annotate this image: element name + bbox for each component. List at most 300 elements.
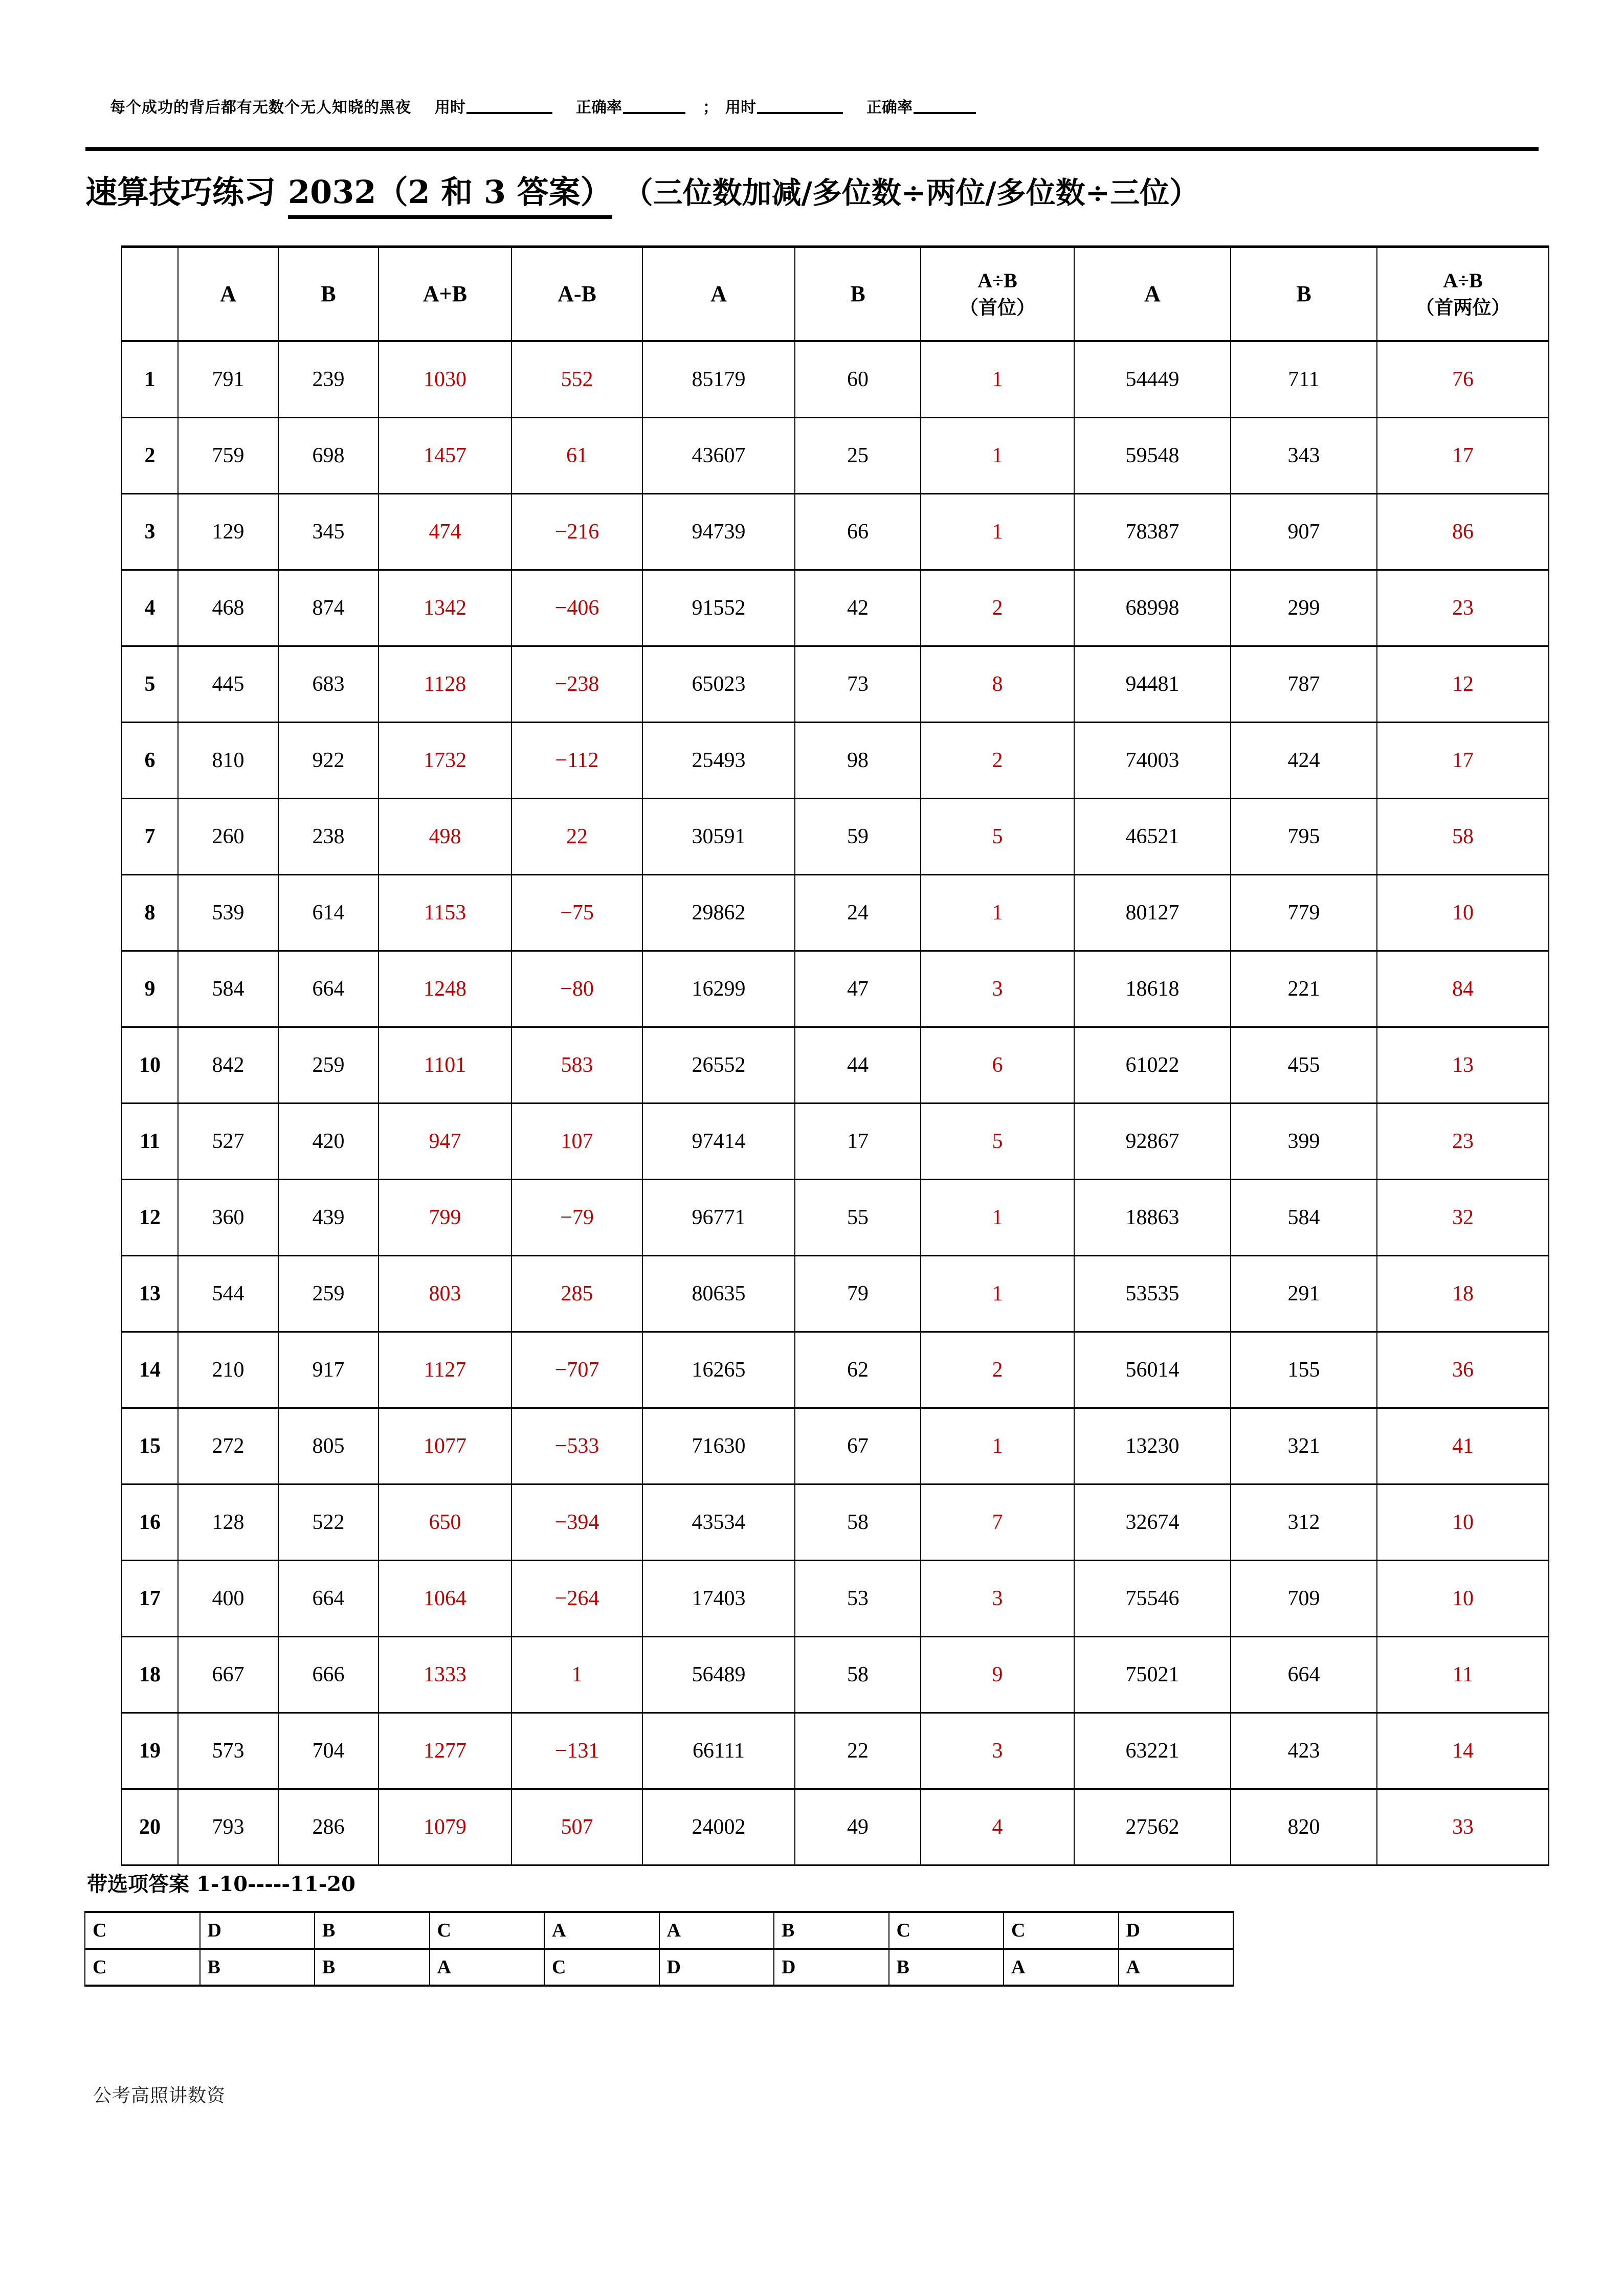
- cell-a2: 56489: [642, 1637, 795, 1713]
- cell-a2: 43534: [642, 1484, 795, 1561]
- cell-b2: 22: [795, 1713, 921, 1789]
- cell-b1: 922: [278, 723, 379, 799]
- cell-a2: 29862: [642, 875, 795, 951]
- cell-q2: 41: [1377, 1408, 1549, 1484]
- cell-b1: 286: [278, 1789, 379, 1865]
- choice-cell: C: [1004, 1912, 1119, 1949]
- cell-b3: 155: [1231, 1332, 1377, 1408]
- cell-dif: −238: [511, 646, 642, 723]
- cell-a1: 468: [178, 570, 278, 646]
- cell-q2: 58: [1377, 799, 1549, 875]
- cell-b3: 221: [1231, 951, 1377, 1027]
- column-header-dif: A-B: [511, 247, 642, 342]
- cell-q2: 86: [1377, 494, 1549, 570]
- cell-b1: 259: [278, 1256, 379, 1332]
- cell-b3: 291: [1231, 1256, 1377, 1332]
- cell-sum: 1277: [379, 1713, 511, 1789]
- cell-q1: 3: [921, 1561, 1074, 1637]
- choice-cell: D: [774, 1949, 889, 1986]
- practice-table: [121, 245, 1549, 1866]
- cell-b1: 698: [278, 418, 379, 494]
- cell-b2: 58: [795, 1637, 921, 1713]
- cell-b3: 343: [1231, 418, 1377, 494]
- cell-q2: 12: [1377, 646, 1549, 723]
- cell-sum: 1333: [379, 1637, 511, 1713]
- header-divider: [85, 147, 1539, 151]
- cell-b2: 66: [795, 494, 921, 570]
- accuracy-blank-1: [623, 111, 685, 114]
- column-header-sublabel: （首两位）: [1415, 297, 1510, 319]
- cell-a2: 16299: [642, 951, 795, 1027]
- cell-a3: 53535: [1074, 1256, 1231, 1332]
- cell-q1: 1: [921, 1256, 1074, 1332]
- cell-q2: 36: [1377, 1332, 1549, 1408]
- cell-b1: 614: [278, 875, 379, 951]
- cell-q1: 5: [921, 1104, 1074, 1180]
- choices-label: 带选项答案 1-10-----11-20: [87, 1872, 355, 1896]
- cell-q2: 11: [1377, 1637, 1549, 1713]
- cell-b1: 704: [278, 1713, 379, 1789]
- cell-b3: 664: [1231, 1637, 1377, 1713]
- cell-dif: −112: [511, 723, 642, 799]
- cell-b3: 299: [1231, 570, 1377, 646]
- choice-cell: B: [315, 1912, 430, 1949]
- cell-b2: 47: [795, 951, 921, 1027]
- cell-sum: 650: [379, 1484, 511, 1561]
- cell-dif: 107: [511, 1104, 642, 1180]
- footer-watermark: 公考高照讲数资: [93, 2085, 226, 2106]
- cell-b2: 67: [795, 1408, 921, 1484]
- cell-dif: −79: [511, 1180, 642, 1256]
- cell-sum: 498: [379, 799, 511, 875]
- cell-sum: 1153: [379, 875, 511, 951]
- cell-b3: 711: [1231, 341, 1377, 418]
- cell-q2: 13: [1377, 1027, 1549, 1104]
- cell-a2: 43607: [642, 418, 795, 494]
- cell-idx: 17: [122, 1561, 178, 1637]
- choice-cell: A: [659, 1912, 774, 1949]
- cell-sum: 1077: [379, 1408, 511, 1484]
- choice-cell: B: [889, 1949, 1004, 1986]
- cell-b2: 79: [795, 1256, 921, 1332]
- cell-q2: 10: [1377, 1484, 1549, 1561]
- cell-q1: 9: [921, 1637, 1074, 1713]
- cell-b3: 321: [1231, 1408, 1377, 1484]
- cell-q1: 1: [921, 1180, 1074, 1256]
- cell-a1: 810: [178, 723, 278, 799]
- cell-q2: 17: [1377, 723, 1549, 799]
- choice-cell: A: [544, 1912, 659, 1949]
- cell-b1: 439: [278, 1180, 379, 1256]
- choice-cell: A: [1119, 1949, 1234, 1986]
- cell-b1: 664: [278, 1561, 379, 1637]
- time-blank-2: [757, 111, 843, 114]
- choices-table-body: [85, 1912, 1233, 1986]
- cell-q1: 2: [921, 723, 1074, 799]
- cell-a1: 793: [178, 1789, 278, 1865]
- cell-a2: 16265: [642, 1332, 795, 1408]
- cell-b1: 917: [278, 1332, 379, 1408]
- column-header-b1: B: [278, 247, 379, 342]
- cell-a1: 445: [178, 646, 278, 723]
- cell-a1: 210: [178, 1332, 278, 1408]
- cell-q1: 2: [921, 570, 1074, 646]
- running-header: [110, 100, 1514, 140]
- cell-b2: 58: [795, 1484, 921, 1561]
- cell-a1: 360: [178, 1180, 278, 1256]
- column-header-b3: B: [1231, 247, 1377, 342]
- cell-sum: 1101: [379, 1027, 511, 1104]
- choice-cell: D: [659, 1949, 774, 1986]
- cell-dif: −394: [511, 1484, 642, 1561]
- cell-sum: 1342: [379, 570, 511, 646]
- cell-a2: 94739: [642, 494, 795, 570]
- cell-a3: 18618: [1074, 951, 1231, 1027]
- cell-a3: 63221: [1074, 1713, 1231, 1789]
- motto-text: 每个成功的背后都有无数个无人知晓的黑夜: [110, 99, 411, 116]
- cell-idx: 3: [122, 494, 178, 570]
- cell-a3: 75021: [1074, 1637, 1231, 1713]
- cell-sum: 1079: [379, 1789, 511, 1865]
- cell-a1: 260: [178, 799, 278, 875]
- choice-cell: B: [200, 1949, 315, 1986]
- cell-q2: 10: [1377, 1561, 1549, 1637]
- cell-b2: 42: [795, 570, 921, 646]
- column-header-sublabel: （首位）: [960, 297, 1035, 319]
- choice-cell: C: [430, 1912, 545, 1949]
- cell-q1: 8: [921, 646, 1074, 723]
- cell-idx: 19: [122, 1713, 178, 1789]
- cell-idx: 16: [122, 1484, 178, 1561]
- cell-q1: 7: [921, 1484, 1074, 1561]
- cell-a3: 92867: [1074, 1104, 1231, 1180]
- table-row: [122, 1027, 1549, 1104]
- cell-q2: 76: [1377, 341, 1549, 418]
- cell-idx: 7: [122, 799, 178, 875]
- cell-b3: 312: [1231, 1484, 1377, 1561]
- header-row: [122, 247, 1549, 342]
- cell-b1: 805: [278, 1408, 379, 1484]
- table-row: [122, 1104, 1549, 1180]
- accuracy-blank-2: [914, 111, 976, 114]
- cell-b2: 55: [795, 1180, 921, 1256]
- cell-b2: 59: [795, 799, 921, 875]
- cell-b3: 787: [1231, 646, 1377, 723]
- time-blank-1: [466, 111, 552, 114]
- cell-q2: 17: [1377, 418, 1549, 494]
- cell-a1: 400: [178, 1561, 278, 1637]
- cell-dif: 22: [511, 799, 642, 875]
- table-row: [122, 1713, 1549, 1789]
- cell-a2: 91552: [642, 570, 795, 646]
- cell-b2: 24: [795, 875, 921, 951]
- table-row: [122, 799, 1549, 875]
- cell-sum: 1457: [379, 418, 511, 494]
- title-subtitle-text: （三位数加减/多位数÷两位/多位数÷三位）: [623, 175, 1199, 210]
- cell-idx: 10: [122, 1027, 178, 1104]
- cell-b3: 795: [1231, 799, 1377, 875]
- choice-cell: D: [1119, 1912, 1234, 1949]
- cell-idx: 8: [122, 875, 178, 951]
- cell-b2: 44: [795, 1027, 921, 1104]
- cell-b1: 259: [278, 1027, 379, 1104]
- cell-b2: 53: [795, 1561, 921, 1637]
- cell-b1: 239: [278, 341, 379, 418]
- title-code-text: 2032（2 和 3 答案）: [288, 167, 612, 219]
- cell-a1: 584: [178, 951, 278, 1027]
- table-row: [122, 951, 1549, 1027]
- cell-a3: 68998: [1074, 570, 1231, 646]
- cell-q2: 32: [1377, 1180, 1549, 1256]
- cell-a1: 128: [178, 1484, 278, 1561]
- cell-idx: 15: [122, 1408, 178, 1484]
- accuracy-label-2: 正确率: [866, 99, 913, 116]
- choice-cell: A: [430, 1949, 545, 1986]
- cell-q2: 23: [1377, 570, 1549, 646]
- cell-sum: 803: [379, 1256, 511, 1332]
- cell-q2: 18: [1377, 1256, 1549, 1332]
- cell-b2: 73: [795, 646, 921, 723]
- column-header-idx: [122, 247, 178, 342]
- cell-b2: 62: [795, 1332, 921, 1408]
- cell-sum: 1064: [379, 1561, 511, 1637]
- cell-idx: 6: [122, 723, 178, 799]
- cell-a2: 25493: [642, 723, 795, 799]
- table-row: [122, 875, 1549, 951]
- cell-a3: 80127: [1074, 875, 1231, 951]
- cell-a1: 791: [178, 341, 278, 418]
- cell-dif: 1: [511, 1637, 642, 1713]
- cell-dif: −131: [511, 1713, 642, 1789]
- header-separator: ；: [703, 99, 718, 116]
- cell-b1: 874: [278, 570, 379, 646]
- time-field-2: [725, 100, 843, 116]
- cell-q1: 4: [921, 1789, 1074, 1865]
- cell-dif: 552: [511, 341, 642, 418]
- cell-sum: 1128: [379, 646, 511, 723]
- cell-b3: 820: [1231, 1789, 1377, 1865]
- column-header-sum: A+B: [379, 247, 511, 342]
- column-header-label: A÷B （首两位）: [1377, 269, 1548, 320]
- choice-cell: A: [1004, 1949, 1119, 1986]
- choice-cell: D: [200, 1912, 315, 1949]
- cell-sum: 947: [379, 1104, 511, 1180]
- practice-table-body: [122, 341, 1549, 1865]
- cell-q1: 3: [921, 951, 1074, 1027]
- cell-q1: 1: [921, 875, 1074, 951]
- cell-q2: 10: [1377, 875, 1549, 951]
- accuracy-field-2: [866, 100, 976, 116]
- cell-a2: 80635: [642, 1256, 795, 1332]
- practice-table-head: [122, 247, 1549, 342]
- cell-b1: 420: [278, 1104, 379, 1180]
- cell-q1: 2: [921, 1332, 1074, 1408]
- page-title: [85, 167, 1569, 219]
- choices-row-1: [85, 1912, 1233, 1949]
- choices-table: [84, 1911, 1234, 1987]
- choices-row-2: [85, 1949, 1233, 1986]
- cell-a1: 272: [178, 1408, 278, 1484]
- cell-idx: 20: [122, 1789, 178, 1865]
- column-header-a1: A: [178, 247, 278, 342]
- time-label-2: 用时: [725, 99, 756, 116]
- cell-dif: −75: [511, 875, 642, 951]
- choice-cell: C: [544, 1949, 659, 1986]
- cell-b1: 683: [278, 646, 379, 723]
- choice-cell: C: [85, 1949, 200, 1986]
- cell-b3: 779: [1231, 875, 1377, 951]
- cell-dif: −216: [511, 494, 642, 570]
- cell-sum: 1030: [379, 341, 511, 418]
- cell-q2: 14: [1377, 1713, 1549, 1789]
- cell-b1: 522: [278, 1484, 379, 1561]
- cell-a3: 59548: [1074, 418, 1231, 494]
- cell-dif: −406: [511, 570, 642, 646]
- title-main-text: 速算技巧练习: [85, 173, 276, 211]
- cell-a3: 94481: [1074, 646, 1231, 723]
- cell-sum: 1732: [379, 723, 511, 799]
- cell-sum: 1248: [379, 951, 511, 1027]
- cell-q1: 1: [921, 341, 1074, 418]
- cell-a2: 71630: [642, 1408, 795, 1484]
- table-row: [122, 1180, 1549, 1256]
- cell-a2: 66111: [642, 1713, 795, 1789]
- cell-a1: 842: [178, 1027, 278, 1104]
- cell-a1: 539: [178, 875, 278, 951]
- cell-q1: 5: [921, 799, 1074, 875]
- cell-b1: 664: [278, 951, 379, 1027]
- cell-a1: 544: [178, 1256, 278, 1332]
- cell-q2: 84: [1377, 951, 1549, 1027]
- table-row: [122, 1561, 1549, 1637]
- choice-cell: B: [315, 1949, 430, 1986]
- table-row: [122, 1256, 1549, 1332]
- table-row: [122, 418, 1549, 494]
- table-row: [122, 1332, 1549, 1408]
- cell-a3: 46521: [1074, 799, 1231, 875]
- cell-a3: 13230: [1074, 1408, 1231, 1484]
- cell-a2: 85179: [642, 341, 795, 418]
- cell-b3: 423: [1231, 1713, 1377, 1789]
- cell-dif: 583: [511, 1027, 642, 1104]
- cell-dif: −264: [511, 1561, 642, 1637]
- cell-idx: 5: [122, 646, 178, 723]
- cell-a1: 759: [178, 418, 278, 494]
- cell-q1: 1: [921, 494, 1074, 570]
- choice-cell: C: [889, 1912, 1004, 1949]
- cell-b2: 17: [795, 1104, 921, 1180]
- cell-a3: 56014: [1074, 1332, 1231, 1408]
- cell-dif: −533: [511, 1408, 642, 1484]
- cell-dif: −707: [511, 1332, 642, 1408]
- cell-idx: 1: [122, 341, 178, 418]
- cell-sum: 1127: [379, 1332, 511, 1408]
- cell-dif: 507: [511, 1789, 642, 1865]
- cell-b2: 98: [795, 723, 921, 799]
- cell-b1: 666: [278, 1637, 379, 1713]
- table-row: [122, 646, 1549, 723]
- choice-cell: C: [85, 1912, 200, 1949]
- cell-idx: 13: [122, 1256, 178, 1332]
- table-row: [122, 1789, 1549, 1865]
- cell-dif: 61: [511, 418, 642, 494]
- cell-b1: 238: [278, 799, 379, 875]
- cell-a3: 61022: [1074, 1027, 1231, 1104]
- cell-idx: 18: [122, 1637, 178, 1713]
- cell-sum: 799: [379, 1180, 511, 1256]
- cell-q2: 33: [1377, 1789, 1549, 1865]
- cell-a1: 667: [178, 1637, 278, 1713]
- cell-b3: 455: [1231, 1027, 1377, 1104]
- accuracy-label-1: 正确率: [576, 99, 622, 116]
- cell-idx: 14: [122, 1332, 178, 1408]
- table-row: [122, 341, 1549, 418]
- table-row: [122, 570, 1549, 646]
- column-header-a2: A: [642, 247, 795, 342]
- cell-a3: 75546: [1074, 1561, 1231, 1637]
- cell-a2: 97414: [642, 1104, 795, 1180]
- table-row: [122, 494, 1549, 570]
- cell-idx: 12: [122, 1180, 178, 1256]
- cell-q1: 6: [921, 1027, 1074, 1104]
- table-row: [122, 1408, 1549, 1484]
- cell-a2: 17403: [642, 1561, 795, 1637]
- cell-q1: 3: [921, 1713, 1074, 1789]
- column-header-q1: [921, 247, 1074, 342]
- time-field-1: [435, 100, 552, 116]
- cell-b3: 399: [1231, 1104, 1377, 1180]
- cell-idx: 9: [122, 951, 178, 1027]
- cell-b3: 584: [1231, 1180, 1377, 1256]
- column-header-label: A÷B （首位）: [921, 269, 1074, 320]
- cell-dif: 285: [511, 1256, 642, 1332]
- cell-idx: 11: [122, 1104, 178, 1180]
- table-row: [122, 1637, 1549, 1713]
- cell-b2: 25: [795, 418, 921, 494]
- choice-cell: B: [774, 1912, 889, 1949]
- cell-a1: 129: [178, 494, 278, 570]
- cell-q1: 1: [921, 418, 1074, 494]
- cell-a2: 26552: [642, 1027, 795, 1104]
- cell-b3: 907: [1231, 494, 1377, 570]
- cell-sum: 474: [379, 494, 511, 570]
- cell-idx: 4: [122, 570, 178, 646]
- column-header-q2: [1377, 247, 1549, 342]
- cell-b3: 424: [1231, 723, 1377, 799]
- cell-q1: 1: [921, 1408, 1074, 1484]
- table-row: [122, 1484, 1549, 1561]
- cell-q2: 23: [1377, 1104, 1549, 1180]
- cell-a3: 32674: [1074, 1484, 1231, 1561]
- table-row: [122, 723, 1549, 799]
- cell-idx: 2: [122, 418, 178, 494]
- cell-a3: 54449: [1074, 341, 1231, 418]
- cell-b2: 60: [795, 341, 921, 418]
- cell-a1: 527: [178, 1104, 278, 1180]
- accuracy-field-1: [576, 100, 685, 116]
- cell-b3: 709: [1231, 1561, 1377, 1637]
- cell-a2: 96771: [642, 1180, 795, 1256]
- cell-a2: 30591: [642, 799, 795, 875]
- cell-a2: 65023: [642, 646, 795, 723]
- column-header-a3: A: [1074, 247, 1231, 342]
- cell-a2: 24002: [642, 1789, 795, 1865]
- cell-b2: 49: [795, 1789, 921, 1865]
- cell-a3: 27562: [1074, 1789, 1231, 1865]
- cell-dif: −80: [511, 951, 642, 1027]
- column-header-b2: B: [795, 247, 921, 342]
- time-label-1: 用时: [435, 99, 465, 116]
